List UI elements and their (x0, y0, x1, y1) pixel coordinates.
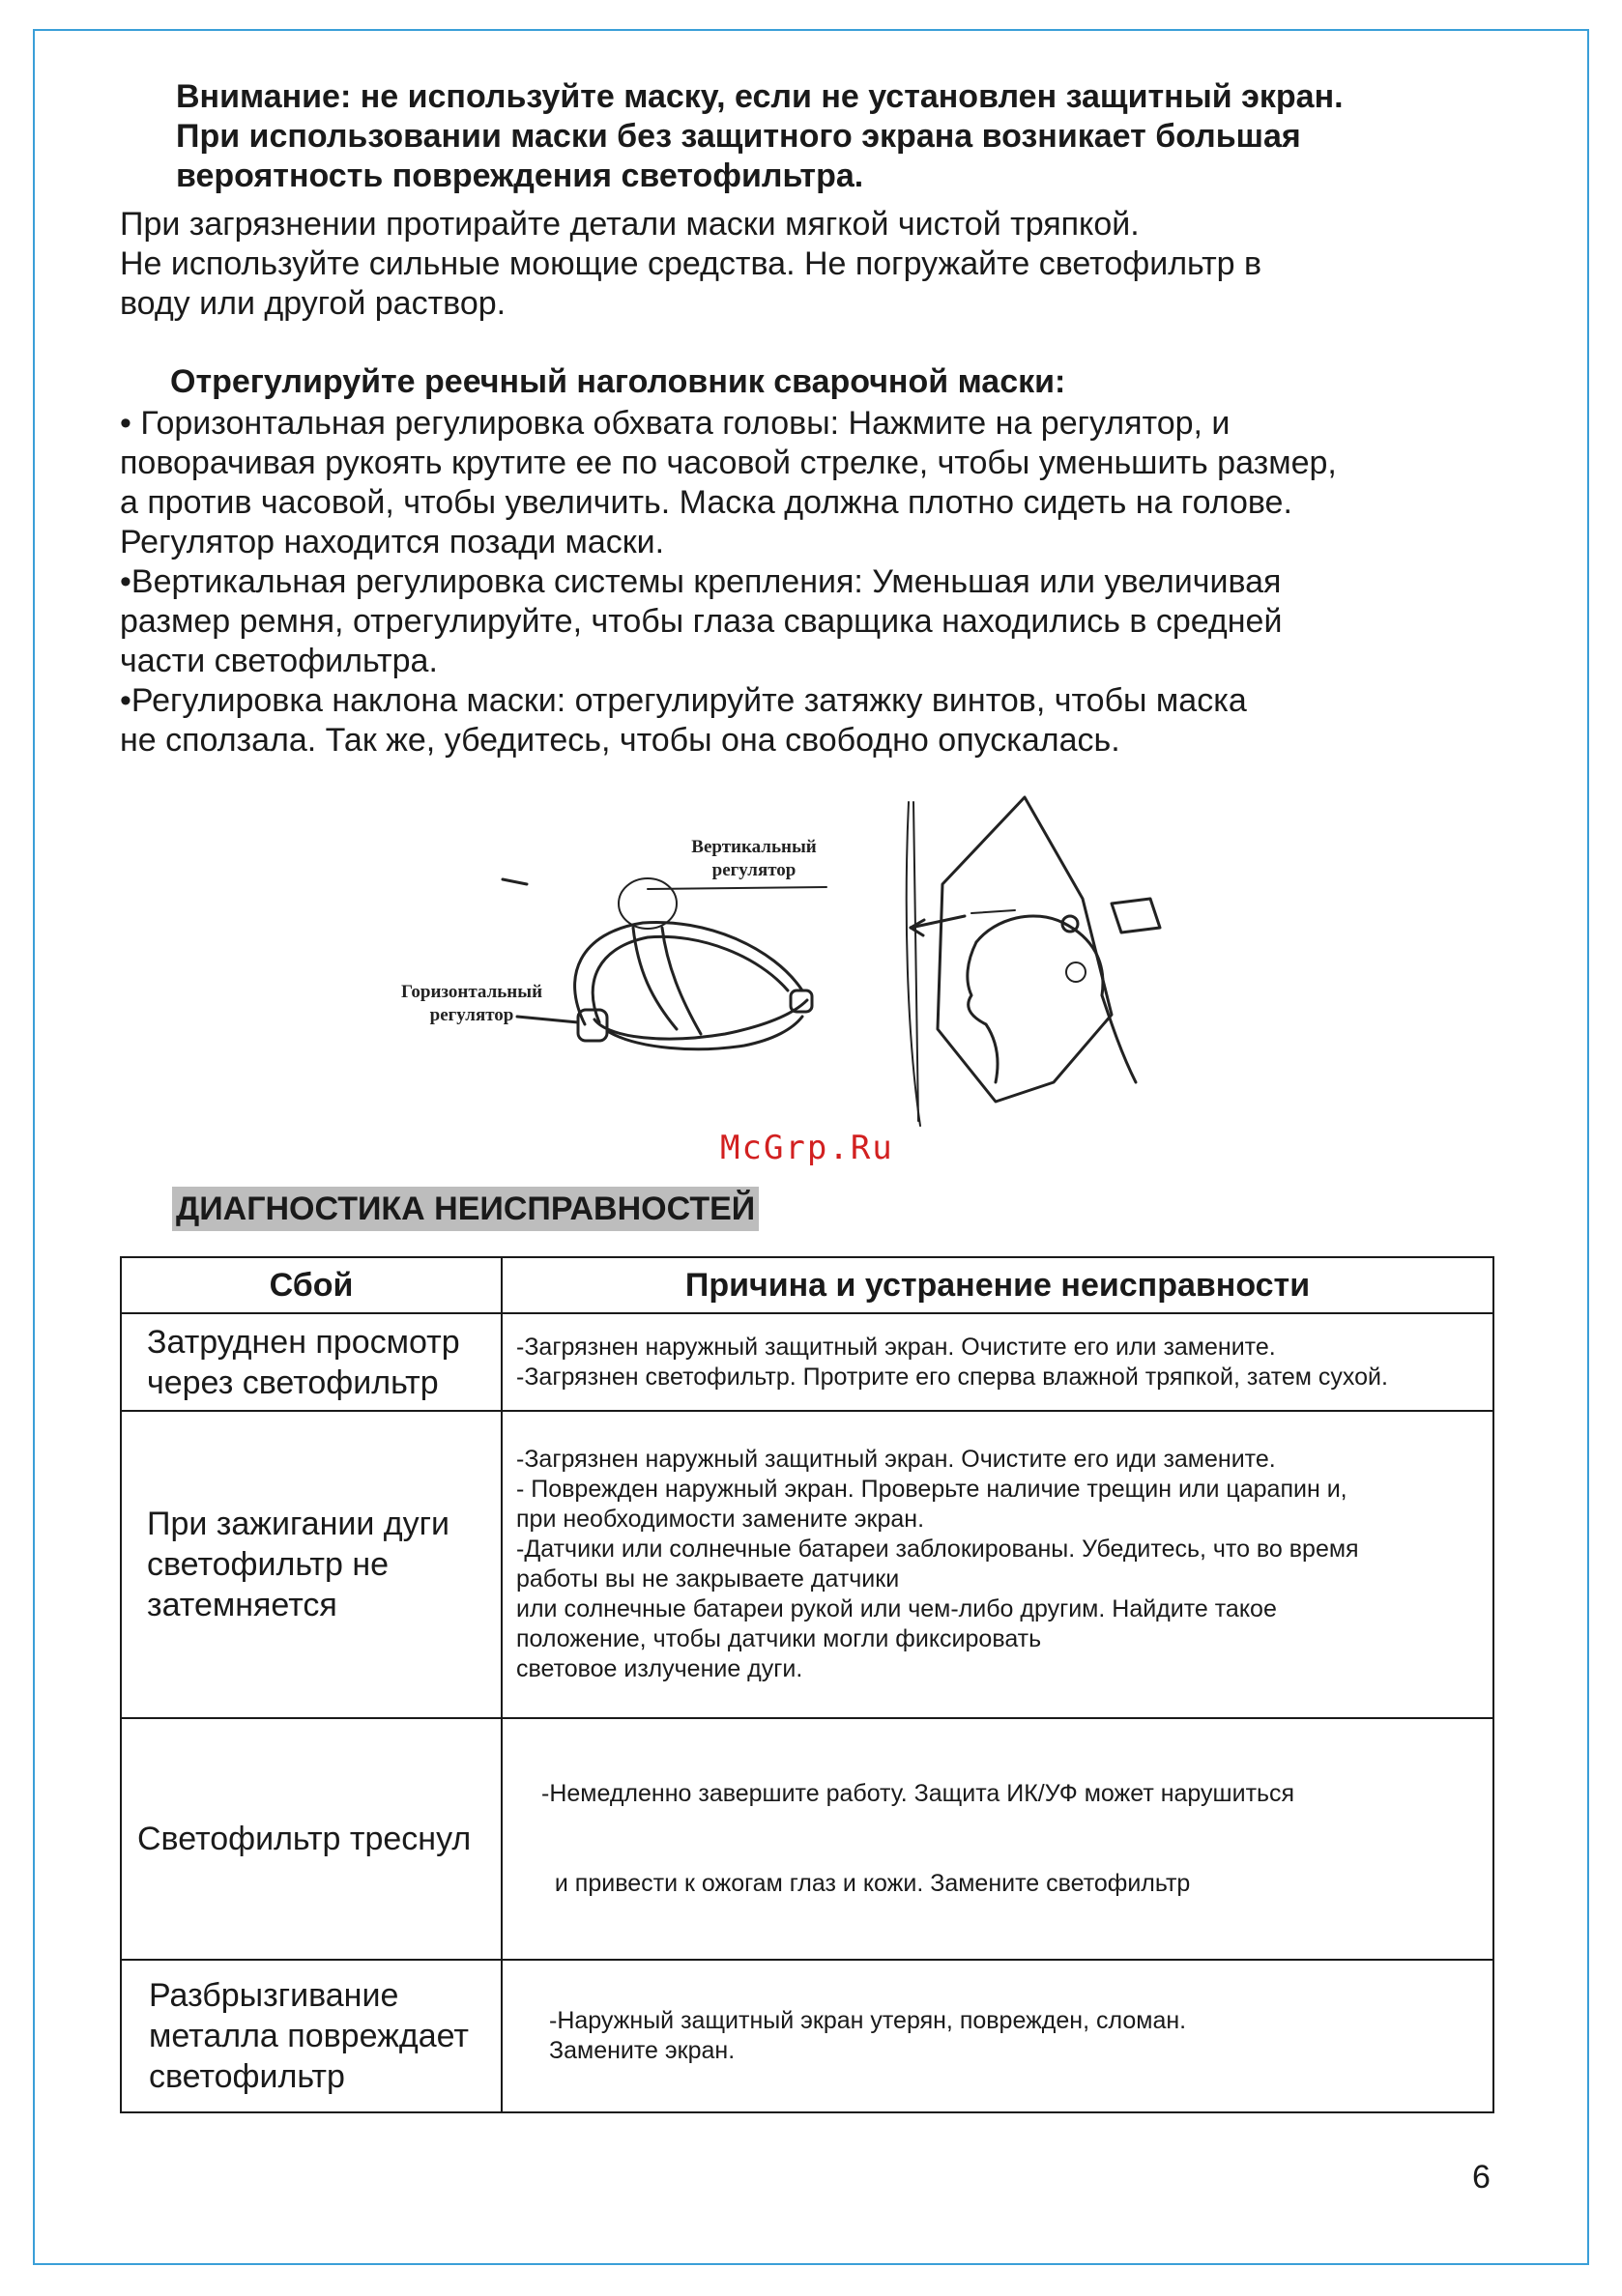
bullet-line: размер ремня, отрегулируйте, чтобы глаза сварщика находились в средней (120, 603, 1283, 640)
fault-line: затемняется (147, 1587, 337, 1623)
header-fault: Сбой (121, 1257, 502, 1313)
bullet-line: а против часовой, чтобы увеличить. Маска должна плотно сидеть на голове. (120, 484, 1292, 521)
care-line: Не используйте сильные моющие средства. Не погружайте светофильтр в (120, 245, 1262, 282)
fault-cell (121, 1411, 502, 1718)
warning-block (176, 77, 1529, 196)
fault-cell (121, 1718, 502, 1960)
table-row (121, 1313, 1493, 1411)
table-row (121, 1960, 1493, 2112)
cause-cell (502, 1718, 1493, 1960)
diagnostics-title: ДИАГНОСТИКА НЕИСПРАВНОСТЕЙ (172, 1187, 759, 1231)
label-line: Горизонтальный (400, 982, 543, 1002)
cause-line: Замените экран. (549, 2037, 736, 2064)
adjust-bullets (120, 404, 1492, 761)
label-line: регулятор (711, 860, 797, 880)
cause-line: -Загрязнен наружный защитный экран. Очистите его или замените. (516, 1333, 1276, 1361)
watermark: McGrp.Ru (720, 1129, 894, 1167)
bullet-line: •Регулировка наклона маски: отрегулируйте затяжку винтов, чтобы маска (120, 682, 1247, 719)
cause-line: -Наружный защитный экран утерян, поврежден, сломан. (549, 2007, 1187, 2034)
fault-line: светофильтр (149, 2058, 345, 2095)
cause-line: положение, чтобы датчики могли фиксировать (516, 1625, 1042, 1652)
fault-line: через светофильтр (147, 1363, 439, 1401)
fault-cell (121, 1960, 502, 2112)
care-paragraph (120, 205, 1492, 324)
cause-line: -Датчики или солнечные батареи заблокированы. Убедитесь, что во время (516, 1535, 1359, 1563)
fault-line: При зажигании дуги (147, 1506, 450, 1542)
label-line: Вертикальный (691, 837, 817, 857)
horizontal-regulator-label (385, 981, 559, 1027)
bullet-line: поворачивая рукоять крутите ее по часовой стрелке, чтобы уменьшить размер, (120, 445, 1337, 481)
headgear-illustration (319, 792, 1305, 1140)
table-row (121, 1411, 1493, 1718)
diagnostics-table (120, 1256, 1494, 2113)
warning-line: Внимание: не используйте маску, если не установлен защитный экран. (176, 78, 1344, 115)
cause-line: работы вы не закрываете датчики (516, 1565, 900, 1593)
header-cause: Причина и устранение неисправности (502, 1257, 1493, 1313)
fault-line: Светофильтр треснул (137, 1821, 472, 1857)
vertical-regulator-label (672, 836, 836, 882)
table-header-row (121, 1257, 1493, 1313)
cause-line: световое излучение дуги. (516, 1655, 803, 1682)
bullet-line: части светофильтра. (120, 643, 438, 679)
bullet-line: • Горизонтальная регулировка обхвата головы: Нажмите на регулятор, и (120, 405, 1231, 442)
fault-line: светофильтр не (147, 1546, 390, 1583)
table-row (121, 1718, 1493, 1960)
bullet-line: не сползала. Так же, убедитесь, чтобы она свободно опускалась. (120, 722, 1120, 759)
cause-line: при необходимости замените экран. (516, 1506, 925, 1533)
cause-line: - Поврежден наружный экран. Проверьте наличие трещин или царапин и, (516, 1476, 1347, 1503)
page-number: 6 (1472, 2159, 1491, 2196)
cause-line: или солнечные батареи рукой или чем-либо другим. Найдите такое (516, 1595, 1277, 1622)
fault-line: Затруднен просмотр (147, 1323, 460, 1361)
fault-line: металла повреждает (149, 2018, 469, 2054)
cause-line: -Загрязнен наружный защитный экран. Очистите его иди замените. (516, 1446, 1276, 1473)
cause-cell (502, 1411, 1493, 1718)
care-line: воду или другой раствор. (120, 285, 507, 322)
label-line: регулятор (429, 1005, 514, 1025)
bullet-line: Регулятор находится позади маски. (120, 524, 665, 560)
warning-line: При использовании маски без защитного экрана возникает большая (176, 118, 1301, 155)
fault-cell (121, 1313, 502, 1411)
care-line: При загрязнении протирайте детали маски мягкой чистой тряпкой. (120, 206, 1140, 243)
adjust-heading: Отрегулируйте реечный наголовник сварочной маски: (170, 363, 1066, 400)
cause-line: -Загрязнен светофильтр. Протрите его сперва влажной тряпкой, затем сухой. (516, 1363, 1388, 1391)
bullet-line: •Вертикальная регулировка системы крепления: Уменьшая или увеличивая (120, 563, 1282, 600)
fault-line: Разбрызгивание (149, 1977, 399, 2014)
cause-line: и привести к ожогам глаз и кожи. Замените светофильтр (541, 1870, 1191, 1897)
warning-line: вероятность повреждения светофильтра. (176, 158, 864, 194)
cause-cell (502, 1960, 1493, 2112)
cause-line: -Немедленно завершите работу. Защита ИК/УФ может нарушиться (541, 1780, 1295, 1807)
cause-cell (502, 1313, 1493, 1411)
